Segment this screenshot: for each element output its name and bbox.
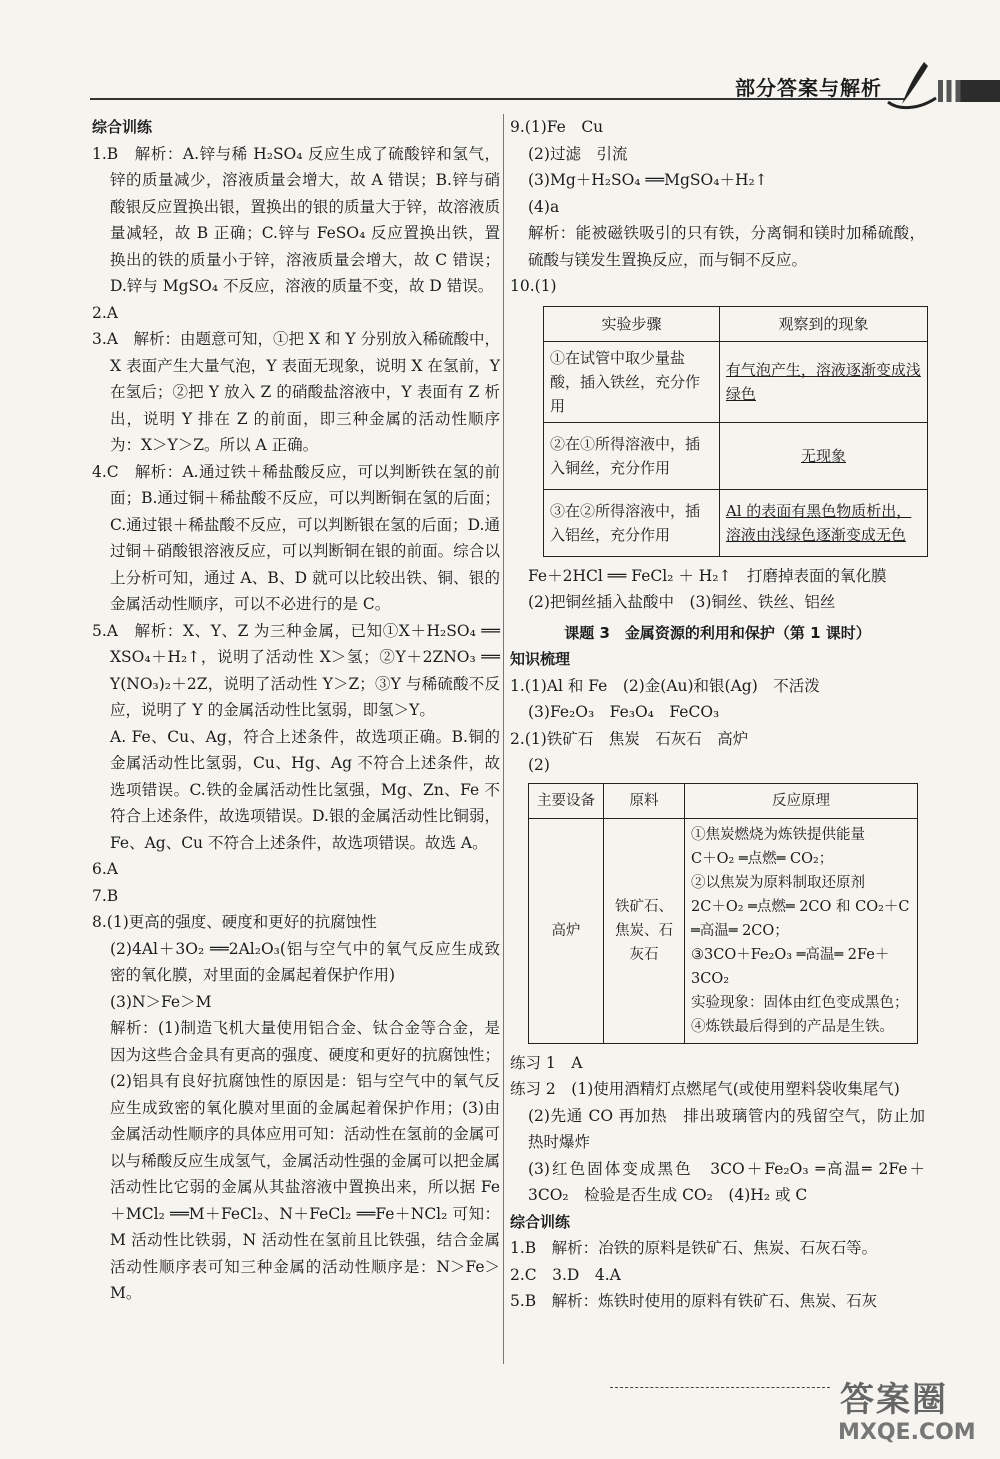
answer-item: (2) [528, 756, 550, 774]
answer-item: 5.A 解析：X、Y、Z 为三种金属，已知①X＋H₂SO₄ ══ XSO₄＋H₂↑，说明了活动性 X＞氢；②Y＋2ZNO₃ ══ Y(NO₃)₂＋2Z，说明了活动性 Y＞Z；③Y 与稀硫酸不反应，说明了 Y 的金属活动性比氢弱，即氢＞Y。 [92, 621, 500, 719]
answer-item: 7.B [92, 886, 119, 905]
ironmaking-table [528, 783, 918, 1044]
practice-item: 练习 2 (1)使用酒精灯点燃尾气(或使用塑料袋收集尾气) [510, 1080, 900, 1098]
watermark-logo: 答案圈 [840, 1380, 948, 1420]
page-title: 部分答案与解析 [735, 76, 882, 100]
table-row [544, 422, 928, 489]
answer-item: 6.A [92, 860, 118, 878]
page-header [90, 70, 1000, 110]
pen-logo-icon [884, 58, 940, 114]
header-bars [938, 80, 1000, 102]
answer-item: 2.A [92, 303, 118, 322]
answer-item: (3)Fe₂O₃ Fe₃O₄ FeCO₃ [528, 703, 720, 721]
table-cell: ①在试管中取少量盐酸，插入铁丝，充分作用 [544, 341, 720, 422]
answer-item: A. Fe、Cu、Ag，符合上述条件，故选项正确。B.铜的金属活动性比氢弱，Cu、Hg、Ag 不符合上述条件，故选项错误。C.铁的金属活动性比氢强，Mg、Zn、Fe 不符合上述条件，故选项错误。D.银的金属活动性比铜弱，Fe、Ag、Cu 不符合上述条件，故选项错误。故选 A。 [110, 727, 500, 852]
answer-item: (2)过滤 引流 [528, 144, 628, 163]
answer-item: 3.A 解析：由题意可知，①把 X 和 Y 分别放入稀硫酸中，X 表面产生大量气泡，Y 表面无现象，说明 X 在氢前，Y 在氢后；②把 Y 放入 Z 的硝酸盐溶液中，Y 表面有 Z 析出，说明 Y 排在 Z 的前面，即三种金属的活动性顺序为：X＞Y＞Z。所以 A 正确。 [92, 330, 500, 454]
table-cell: 铁矿石、焦炭、石灰石 [604, 818, 685, 1043]
answer-item: 1.B 解析：冶铁的原料是铁矿石、焦炭、石灰石等。 [510, 1239, 878, 1257]
table-cell: ②在①所得溶液中，插入铜丝，充分作用 [544, 422, 720, 489]
table-cell: 无现象 [719, 422, 927, 489]
answer-item: 2.C 3.D 4.A [510, 1265, 621, 1284]
table-header: 主要设备 [529, 783, 604, 818]
table-row [544, 341, 928, 422]
section-title: 综合训练 [92, 118, 153, 136]
table-row [544, 489, 928, 556]
lesson-title: 课题 3 金属资源的利用和保护（第 1 课时） [564, 623, 871, 642]
table-row [529, 818, 918, 1043]
principle-line: ④炼铁最后得到的产品是生铁。 [691, 1018, 894, 1035]
answer-item: 10.(1) [510, 277, 557, 295]
answer-item: 4.C 解析：A.通过铁＋稀盐酸反应，可以判断铁在氢的前面；B.通过铜＋稀盐酸不反应，可以判断铜在氢的后面；C.通过银＋稀盐酸不反应，可以判断银在氢的后面；D.通过铜＋硝酸银溶液反应，可以判断铜在银的前面。综合以上分析可知，通过 A、B、D 就可以比较出铁、铜、银的金属活动性顺序，可以不必进行的是 C。 [92, 462, 500, 613]
table-header: 反应原理 [685, 783, 918, 818]
answer-item: (4)a [528, 197, 560, 216]
principle-line: ②以焦炭为原料制取还原剂 [691, 874, 865, 891]
answer-explanation: 解析：(1)制造飞机大量使用铝合金、钛合金等合金，是因为这些合金具有更高的强度、硬度和更好的抗腐蚀性；(2)铝具有良好抗腐蚀性的原因是：铝与空气中的氧气反应生成致密的氧化膜对里面的金属起着保护作用；(3)由金属活动性顺序的具体应用可知：活动性在氢前的金属可以与稀酸反应生成氢气，金属活动性强的金属可以把金属活动性比它弱的金属从其盐溶液中置换出来，所以据 Fe＋MCl₂ ══M＋FeCl₂、N＋FeCl₂ ══Fe＋NCl₂ 可知：M 活动性比铁弱，N 活动性在氢前且比铁强，结合金属活动性顺序表可知三种金属的活动性顺序是：N＞Fe＞M。 [110, 1019, 500, 1302]
answer-item: 1.(1)Al 和 Fe (2)金(Au)和银(Ag) 不活泼 [510, 676, 820, 695]
watermark-site: MXQE.COM [838, 1420, 976, 1445]
experiment-table [543, 306, 928, 557]
column-divider [503, 114, 504, 1364]
answer-item: 8.(1)更高的强度、硬度和更好的抗腐蚀性 [92, 913, 377, 931]
footer-rule [610, 1387, 830, 1388]
answer-item: 5.B 解析：炼铁时使用的原料有铁矿石、焦炭、石灰 [510, 1292, 878, 1310]
principle-line: 2C＋O₂ ═点燃═ 2CO 和 CO₂＋C ═高温═ 2CO； [691, 898, 910, 939]
answer-item: (3)Mg＋H₂SO₄ ══MgSO₄＋H₂↑ [528, 171, 768, 189]
section-title: 综合训练 [510, 1212, 571, 1231]
table-cell: 有气泡产生，溶液逐渐变成浅绿色 [719, 341, 927, 422]
practice-item: (3)红色固体变成黑色 3CO＋Fe₂O₃ ═高温═ 2Fe＋3CO₂ 检验是否生成 CO₂ (4)H₂ 或 C [528, 1159, 925, 1204]
principle-line: ③3CO＋Fe₂O₃ ═高温═ 2Fe＋3CO₂ [691, 946, 890, 987]
practice-item: (2)先通 CO 再加热 排出玻璃管内的残留空气，防止加热时爆炸 [528, 1106, 925, 1151]
answer-item: 1.B 解析：A.锌与稀 H₂SO₄ 反应生成了硫酸锌和氢气，锌的质量减少，溶液质量会增大，故 A 错误；B.锌与硝酸银反应置换出银，置换出的银的质量大于锌，故溶液质量减轻，故 B 正确；C.锌与 FeSO₄ 反应置换出铁，置换出的铁的质量小于锌，溶液质量会增大，故 C 错误；D.锌与 MgSO₄ 不反应，溶液的质量不变，故 D 错误。 [92, 144, 500, 295]
answer-explanation: 解析：能被磁铁吸引的只有铁，分离铜和镁时加稀硫酸，硫酸与镁发生置换反应，而与铜不反应。 [528, 224, 925, 269]
table-header: 原料 [604, 783, 685, 818]
table-header: 实验步骤 [544, 306, 720, 341]
right-column [510, 114, 925, 1315]
answer-item: 2.(1)铁矿石 焦炭 石灰石 高炉 [510, 729, 749, 748]
answer-item: (2)把铜丝插入盐酸中 (3)铜丝、铁丝、铝丝 [528, 593, 836, 611]
answer-item: (2)4Al＋3O₂ ══2Al₂O₃(铝与空气中的氧气反应生成致密的氧化膜，对里面的金属起着保护作用) [110, 939, 500, 984]
principle-line: 实验现象：固体由红色变成黑色； [691, 994, 909, 1011]
answer-item: 9.(1)Fe Cu [510, 118, 604, 136]
table-cell: 高炉 [529, 818, 604, 1043]
practice-item: 练习 1 A [510, 1053, 583, 1072]
table-header: 观察到的现象 [719, 306, 927, 341]
answer-item: (3)N＞Fe＞M [110, 992, 212, 1011]
left-column [92, 114, 500, 1307]
knowledge-title: 知识梳理 [510, 650, 571, 668]
table-cell-principle [685, 818, 918, 1043]
table-cell: ③在②所得溶液中，插入铝丝，充分作用 [544, 489, 720, 556]
principle-line: ①焦炭燃烧为炼铁提供能量 [691, 826, 865, 843]
principle-line: C＋O₂ ═点燃═ CO₂； [691, 850, 834, 867]
table-cell: Al 的表面有黑色物质析出，溶液由浅绿色逐渐变成无色 [719, 489, 927, 556]
answer-item: Fe＋2HCl ══ FeCl₂ ＋ H₂↑ 打磨掉表面的氧化膜 [528, 566, 887, 585]
